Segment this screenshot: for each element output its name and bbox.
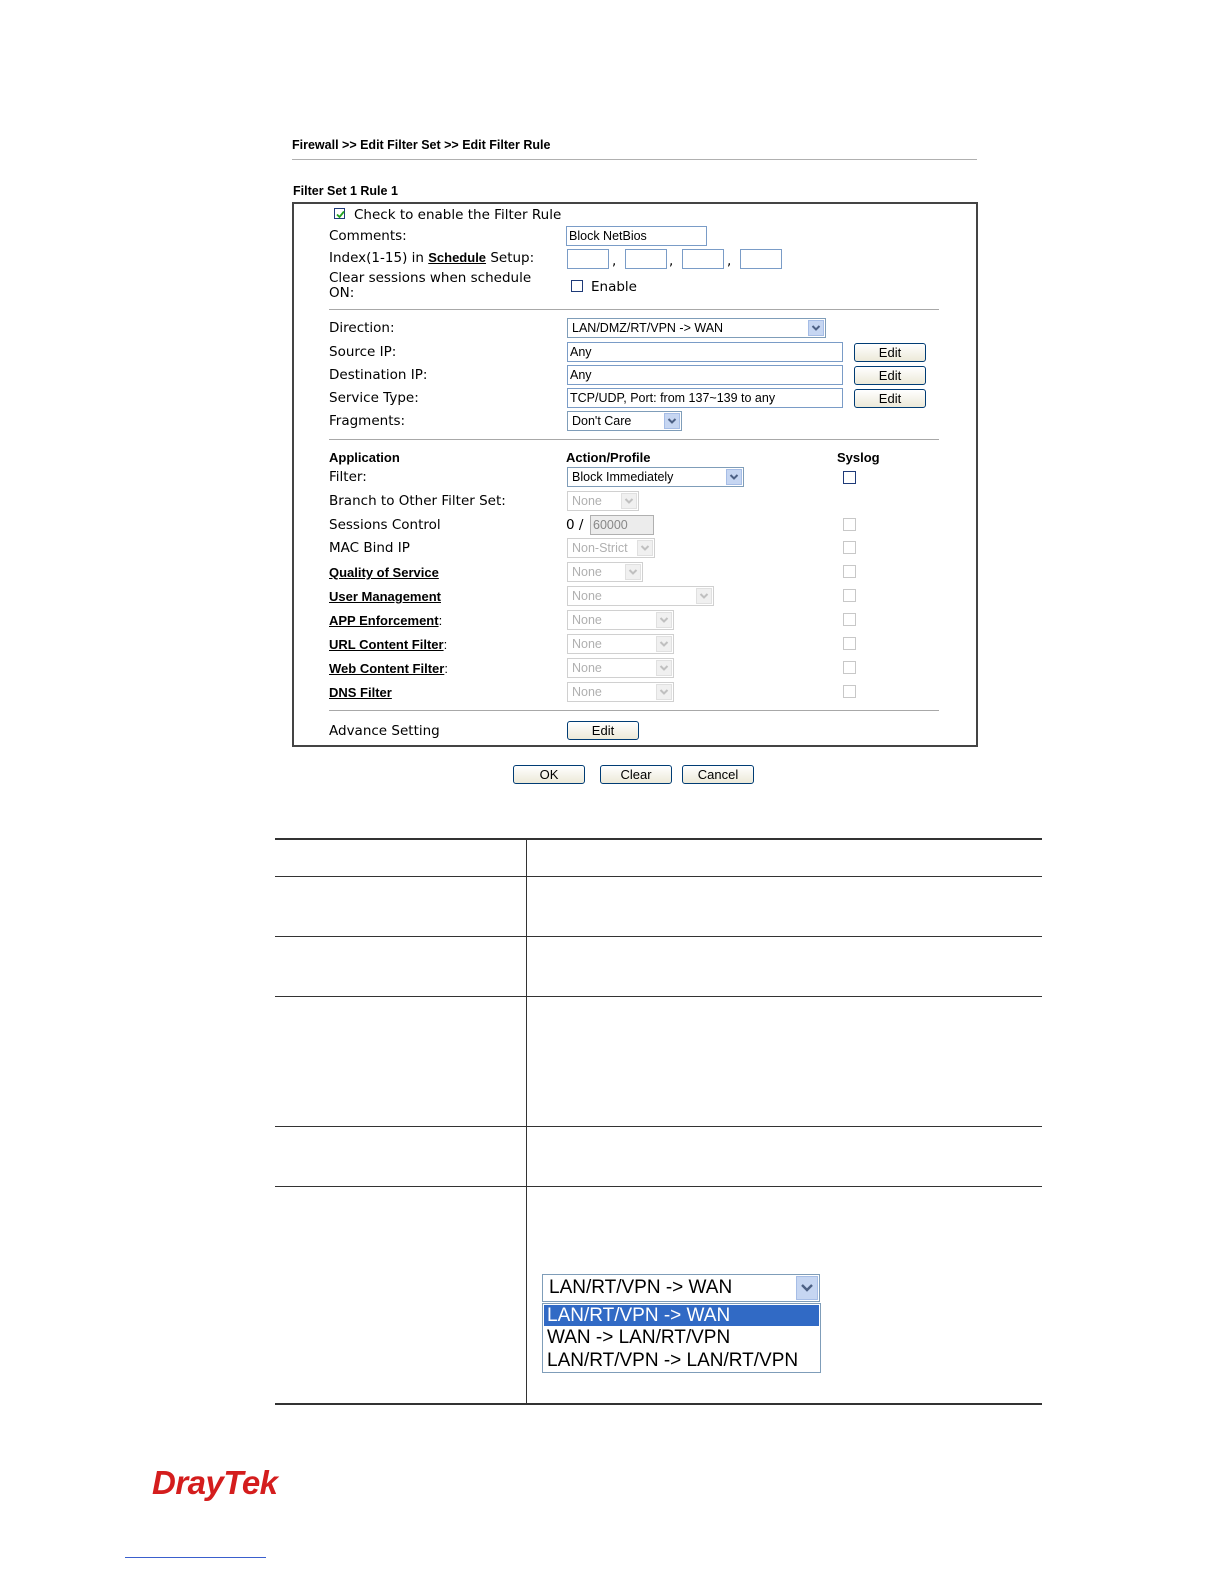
table-row-divider [275, 996, 1042, 997]
table-bottom-border [275, 1403, 1042, 1405]
source-ip-edit-button[interactable]: Edit [854, 343, 926, 362]
url-filter-row-label [329, 637, 447, 652]
direction-select[interactable] [567, 318, 826, 338]
clear-sessions-label-line2: ON: [329, 285, 355, 301]
section-divider-1 [329, 309, 939, 310]
filter-action-value: Block Immediately [572, 470, 674, 484]
chevron-down-icon [656, 636, 672, 652]
direction-dropdown-closed[interactable] [542, 1274, 820, 1302]
web-filter-value: None [572, 661, 602, 675]
chevron-down-icon [696, 588, 712, 604]
comments-input[interactable]: Block NetBios [566, 226, 707, 246]
branch-select [567, 491, 639, 511]
app-enforcement-link[interactable]: APP Enforcement [329, 613, 439, 628]
app-enforcement-row-label [329, 613, 442, 628]
chevron-down-icon [656, 684, 672, 700]
destination-ip-field: Any [567, 365, 843, 385]
destination-ip-label: Destination IP: [329, 367, 428, 383]
filter-set-title: Filter Set 1 Rule 1 [293, 184, 398, 198]
url-content-filter-link[interactable]: URL Content Filter [329, 637, 444, 652]
clear-button[interactable]: Clear [600, 765, 672, 784]
branch-label: Branch to Other Filter Set: [329, 493, 506, 509]
enable-rule-label: Check to enable the Filter Rule [354, 207, 562, 223]
qos-syslog-checkbox [843, 565, 856, 578]
direction-value: LAN/DMZ/RT/VPN -> WAN [572, 321, 724, 335]
sessions-current: 0 / [566, 517, 584, 533]
chevron-down-icon [625, 564, 641, 580]
table-column-divider [526, 840, 527, 1404]
user-management-syslog-checkbox [843, 589, 856, 602]
app-enforcement-colon: : [438, 613, 443, 628]
schedule-index-4-input[interactable] [740, 249, 782, 269]
breadcrumb-divider [292, 159, 977, 160]
application-column-header: Application [329, 450, 400, 465]
sessions-max-input: 60000 [590, 515, 654, 535]
mac-bind-value: Non-Strict [572, 541, 628, 555]
mac-bind-syslog-checkbox [843, 541, 856, 554]
filter-syslog-checkbox[interactable] [843, 471, 856, 484]
fragments-select[interactable] [567, 411, 682, 431]
table-top-border [275, 838, 1042, 840]
chevron-down-icon [808, 320, 824, 336]
chevron-down-icon [656, 660, 672, 676]
index-label-prefix: Index(1-15) in [329, 250, 424, 266]
direction-label: Direction: [329, 320, 395, 336]
chevron-down-icon [664, 413, 680, 429]
qos-select [567, 562, 643, 582]
chevron-down-icon [621, 493, 637, 509]
branch-value: None [572, 494, 602, 508]
service-type-edit-button[interactable]: Edit [854, 389, 926, 408]
comments-label: Comments: [329, 228, 407, 244]
footer-divider [125, 1557, 266, 1558]
source-ip-field: Any [567, 342, 843, 362]
mac-bind-label: MAC Bind IP [329, 540, 410, 556]
chevron-down-icon [637, 540, 653, 556]
chevron-down-icon [656, 612, 672, 628]
app-enforcement-syslog-checkbox [843, 613, 856, 626]
advance-setting-label: Advance Setting [329, 723, 440, 739]
web-filter-select [567, 658, 674, 678]
web-filter-syslog-checkbox [843, 661, 856, 674]
web-content-filter-link[interactable]: Web Content Filter [329, 661, 445, 676]
chevron-down-icon [796, 1276, 818, 1300]
fragments-label: Fragments: [329, 413, 406, 429]
comma-3: , [727, 253, 732, 269]
service-type-label: Service Type: [329, 390, 419, 406]
web-filter-row-label [329, 661, 448, 676]
quality-of-service-link[interactable]: Quality of Service [329, 565, 439, 580]
direction-dropdown-selected: LAN/RT/VPN -> WAN [549, 1277, 733, 1298]
dns-filter-select [567, 682, 674, 702]
table-row-divider [275, 936, 1042, 937]
mac-bind-select [567, 538, 655, 558]
draytek-logo: DrayTek [152, 1464, 278, 1501]
source-ip-label: Source IP: [329, 344, 397, 360]
user-management-value: None [572, 589, 602, 603]
index-label-suffix: Setup: [490, 250, 535, 266]
schedule-link[interactable]: Schedule [428, 250, 487, 265]
sessions-syslog-checkbox [843, 518, 856, 531]
direction-option[interactable]: LAN/RT/VPN -> LAN/RT/VPN [547, 1350, 799, 1371]
section-divider-2 [329, 439, 939, 440]
filter-label: Filter: [329, 469, 367, 485]
chevron-down-icon [726, 469, 742, 485]
breadcrumb: Firewall >> Edit Filter Set >> Edit Filter Rule [292, 138, 551, 152]
url-filter-colon: : [443, 637, 448, 652]
clear-sessions-label-line1: Clear sessions when schedule [329, 270, 532, 286]
table-row-divider [275, 876, 1042, 877]
comma-2: , [669, 253, 674, 269]
user-management-select [567, 586, 714, 606]
user-management-link[interactable]: User Management [329, 589, 441, 604]
fragments-value: Don't Care [572, 414, 632, 428]
table-row-divider [275, 1186, 1042, 1187]
url-filter-syslog-checkbox [843, 637, 856, 650]
app-enforcement-value: None [572, 613, 602, 627]
url-filter-value: None [572, 637, 602, 651]
index-label [329, 250, 534, 266]
schedule-index-2-input[interactable] [625, 249, 667, 269]
advance-setting-edit-button[interactable]: Edit [567, 721, 639, 740]
cancel-button[interactable]: Cancel [682, 765, 754, 784]
direction-option[interactable]: LAN/RT/VPN -> WAN [544, 1305, 819, 1326]
enable-rule-checkbox[interactable] [334, 208, 345, 219]
destination-ip-edit-button[interactable]: Edit [854, 366, 926, 385]
ok-button[interactable]: OK [513, 765, 585, 784]
sessions-control-label: Sessions Control [329, 517, 441, 533]
app-enforcement-select [567, 610, 674, 630]
service-type-field: TCP/UDP, Port: from 137~139 to any [567, 388, 843, 408]
table-row-divider [275, 1126, 1042, 1127]
direction-option[interactable]: WAN -> LAN/RT/VPN [547, 1327, 731, 1348]
web-filter-colon: : [444, 661, 448, 676]
qos-value: None [572, 565, 602, 579]
dns-filter-link[interactable]: DNS Filter [329, 685, 392, 700]
action-profile-column-header: Action/Profile [566, 450, 651, 465]
section-divider-3 [329, 710, 939, 711]
clear-sessions-checkbox[interactable] [571, 280, 583, 292]
filter-action-select[interactable] [567, 467, 744, 487]
schedule-index-1-input[interactable] [567, 249, 609, 269]
dns-filter-syslog-checkbox [843, 685, 856, 698]
syslog-column-header: Syslog [837, 450, 880, 465]
comma-1: , [612, 253, 617, 269]
dns-filter-value: None [572, 685, 602, 699]
schedule-index-3-input[interactable] [682, 249, 724, 269]
clear-sessions-enable-label: Enable [591, 279, 637, 295]
direction-dropdown-list [542, 1303, 821, 1373]
url-filter-select [567, 634, 674, 654]
check-mark-icon [335, 209, 346, 220]
